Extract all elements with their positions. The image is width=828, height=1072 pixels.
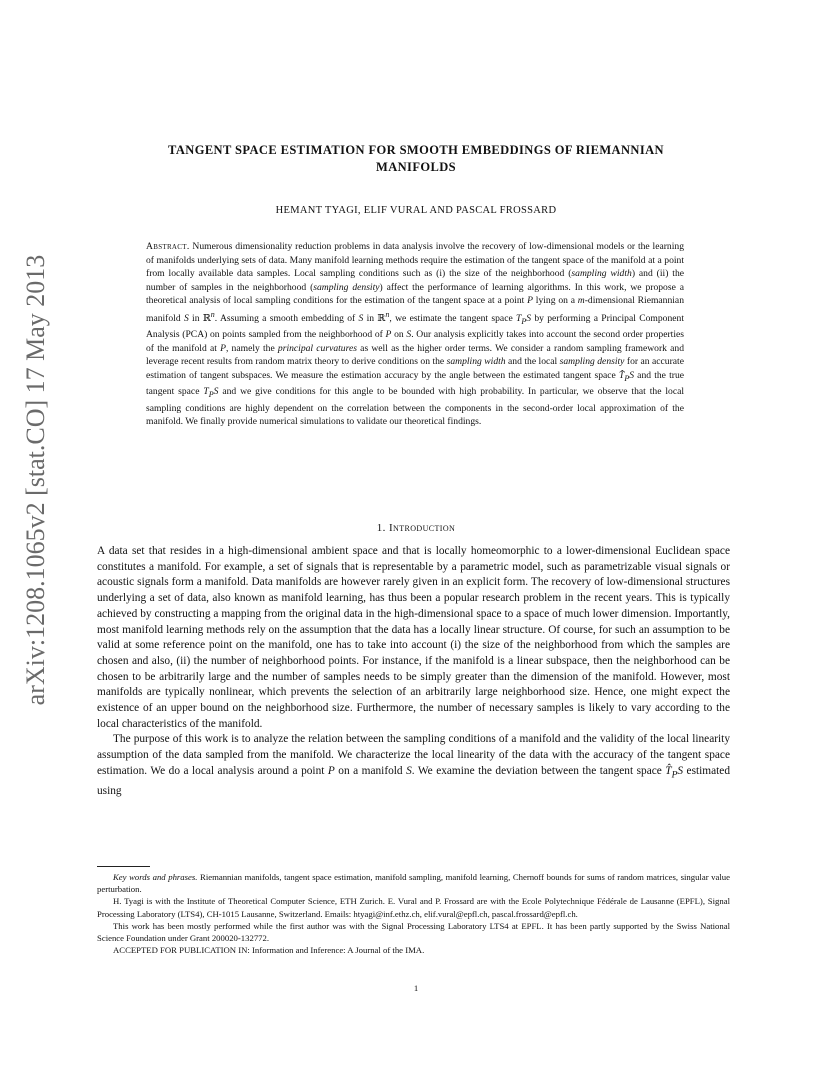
paragraph-text: . We examine the deviation between the tangent space: [411, 764, 666, 777]
math-subscript: P: [671, 770, 678, 781]
abstract-emphasis: sampling width: [571, 268, 632, 280]
abstract-text: , namely the: [225, 342, 278, 354]
math-symbol: T̂: [665, 764, 672, 777]
math-symbol: S: [677, 764, 684, 777]
keywords-label: Key words and phrases.: [113, 872, 198, 882]
abstract-text: and we give conditions for this angle to be bounded with high probability. In particular, we observe that the local sampling conditions are highly dependent on the correlation between the components in the second-order local approximation of the manifold. We finally provide numerical simulations to validate our theoretical findings.: [146, 386, 685, 428]
math-symbol: S: [358, 312, 364, 324]
math-symbol: S: [526, 312, 532, 324]
footnote-accepted: ACCEPTED FOR PUBLICATION IN: Information and Inference: A Journal of the IMA.: [113, 945, 425, 956]
math-symbol: T: [203, 386, 209, 398]
math-symbol: P: [385, 329, 392, 341]
abstract-text: lying on a: [532, 295, 578, 307]
math-symbol: S: [183, 312, 189, 324]
section-title: Introduction: [388, 522, 456, 534]
abstract-text: . Our analysis explicitly takes into account the second order properties of the manifold at: [146, 329, 684, 354]
math-symbol: S: [406, 764, 412, 777]
abstract-emphasis: sampling width: [446, 356, 506, 368]
abstract-text: as well as the higher order terms. We consider a random sampling framework and leverage recent results from random matrix theory to derive conditions on the: [146, 342, 685, 368]
title-line-1: TANGENT SPACE ESTIMATION FOR SMOOTH EMBEDDINGS OF RIEMANNIAN: [168, 143, 664, 157]
section-heading: [96, 522, 736, 534]
math-symbol: P: [527, 295, 533, 307]
abstract-text: . Assuming a smooth embedding of: [214, 312, 359, 324]
math-symbol: T̂: [618, 370, 625, 382]
arxiv-identifier-text: arXiv:1208.1065v2 [stat.CO] 17 May 2013: [21, 254, 50, 706]
paragraph-2: [97, 732, 730, 799]
title-line-2: MANIFOLDS: [376, 160, 456, 174]
arxiv-identifier-stamp: [12, 165, 56, 795]
abstract-text: , we estimate the tangent space: [389, 312, 517, 324]
footnote-affiliation: H. Tyagi is with the Institute of Theoretical Computer Science, ETH Zurich. E. Vural and P. Frossard are with the Ecole Polytechnique Fédérale de Lausanne (EPFL), Signal Processing Laboratory (LTS4), CH-1015 Lausanne, Switzerland. Emails: htyagi@inf.ethz.ch, elif.vural@epfl.ch, pascal.frossard@epfl.ch.: [97, 896, 730, 919]
abstract-text: on: [391, 329, 407, 341]
keywords-text: Riemannian manifolds, tangent space estimation, manifold sampling, manifold learning, Chernoff bounds for sums of random matrices, singular value perturbation.: [97, 872, 731, 895]
abstract-label: Abstract.: [146, 241, 190, 252]
body-text: [97, 544, 730, 800]
math-symbol: S: [629, 370, 635, 382]
math-subscript: P: [521, 316, 527, 326]
footnote-keywords: [97, 871, 730, 895]
abstract: [146, 240, 684, 429]
abstract-text: and the true tangent space: [146, 370, 685, 398]
math-symbol: P: [220, 342, 226, 354]
math-symbol: S: [406, 329, 412, 341]
paragraph-text: estimated using: [97, 764, 730, 797]
abstract-text: and the local: [505, 356, 560, 368]
footnote-divider: [97, 866, 150, 867]
abstract-text: in ℝ: [363, 312, 386, 324]
section-number: 1.: [376, 522, 389, 534]
author-list: HEMANT TYAGI, ELIF VURAL AND PASCAL FROSSARD: [275, 205, 557, 216]
abstract-text: by performing a Principal Component Analysis (PCA) on points sampled from the neighborhood of: [146, 312, 684, 341]
abstract-emphasis: sampling density: [313, 281, 380, 293]
math-subscript: P: [624, 373, 630, 383]
math-symbol: m: [577, 295, 585, 307]
math-superscript: n: [385, 309, 390, 319]
abstract-text: for an accurate estimation of tangent subspaces. We measure the estimation accuracy by the angle between the estimated tangent space: [146, 356, 684, 382]
abstract-emphasis: principal curvatures: [277, 342, 357, 354]
paper-title: [96, 142, 736, 176]
math-subscript: P: [208, 390, 214, 400]
footnotes: [97, 871, 730, 956]
paragraph-text: on a manifold: [334, 764, 407, 777]
math-symbol: T: [516, 312, 522, 324]
abstract-text: in ℝ: [188, 312, 211, 324]
math-symbol: P: [327, 764, 335, 777]
page-number: 1: [413, 983, 419, 993]
footnote-funding: This work has been mostly performed while the first author was with the Signal Processing Laboratory LTS4 at EPFL. It has been partly supported by the Swiss National Science Foundation under Grant 200020-132772.: [97, 920, 730, 944]
abstract-emphasis: sampling density: [559, 356, 625, 368]
abstract-text: Numerous dimensionality reduction problems in data analysis involve the recovery of low-dimensional models or the learning of manifolds underlying sets of data. Many manifold learning methods require the estimation of the tangent space of the manifold at a point from locally available data samples. Local sampling conditions such as (i) the size of the neighborhood (: [146, 241, 684, 280]
abstract-text: ) and (ii) the number of samples in the neighborhood (: [146, 268, 684, 293]
math-superscript: n: [210, 309, 215, 319]
paragraph-text: The purpose of this work is to analyze the relation between the sampling conditions of a manifold and the validity of the local linearity assumption of the data sampled from the manifold. We characterize the local linearity of the data with the accuracy of the tangent space estimation. We do a local analysis around a point: [97, 733, 730, 777]
abstract-text: ) affect the performance of learning algorithms. In this work, we propose a theoretical analysis of local sampling conditions for the estimation of the tangent space at a point: [146, 281, 684, 307]
paragraph-1: A data set that resides in a high-dimensional ambient space and that is locally homeomorphic to a lower-dimensional Euclidean space constitutes a manifold. For example, a set of signals that is representable by a parametric model, such as parametrizable visual signals or acoustic signals form a manifold. Data manifolds are however rarely given in an explicit form. The recovery of low-dimensional structures underlying a set of data, also known as manifold learning, has thus been a popular research problem in the recent years. This is typically achieved by constructing a mapping from the original data in the high-dimensional space to a space of much lower dimension. Importantly, most manifold learning methods rely on the assumption that the data has a locally linear structure. Of course, for such an assumption to be valid at some reference point on the manifold, one has to take into account (i) the size of the neighborhood from which the samples are chosen and also, (ii) the number of neighborhood points. For instance, if the manifold is a linear subspace, then the neighborhood can be chosen to be arbitrarily large and the number of samples needs to be simply greater than the dimension of the manifold. However, most manifolds are typically nonlinear, which prevents the selection of an arbitrarily large neighborhood size. Hence, one might expect the existence of an upper bound on the neighborhood size. Furthermore, the number of necessary samples is likely to vary according to the local characteristics of the manifold.: [97, 545, 730, 730]
math-symbol: S: [213, 386, 219, 398]
abstract-text: -dimensional Riemannian manifold: [146, 295, 684, 324]
